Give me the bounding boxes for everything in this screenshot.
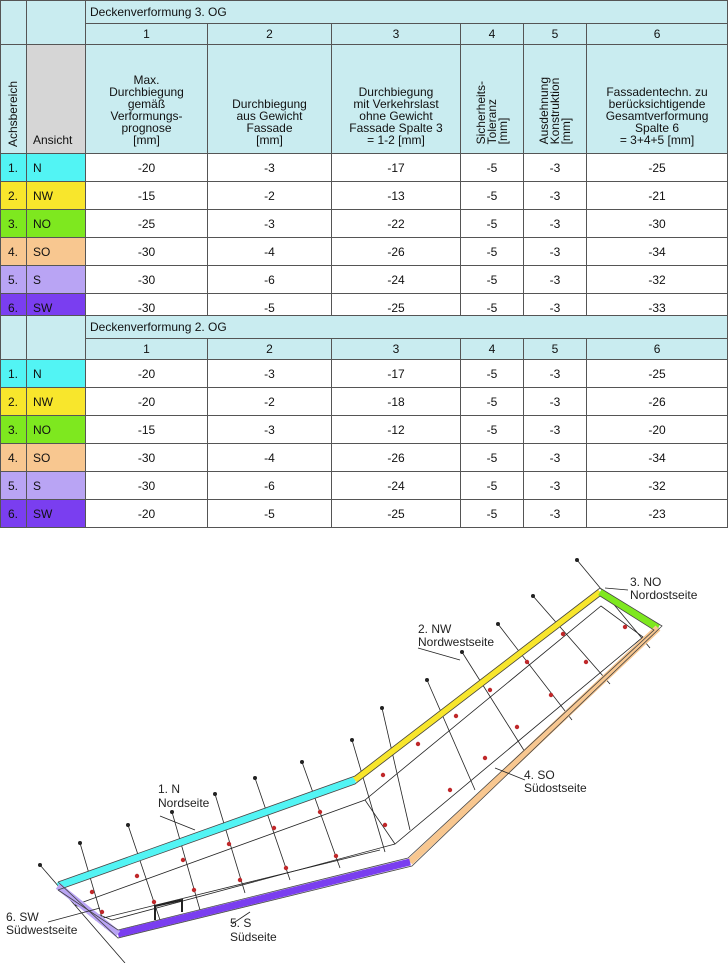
value-cell: -24 xyxy=(332,472,461,500)
row-index: 4. xyxy=(1,238,27,266)
value-cell: -20 xyxy=(587,416,728,444)
value-cell: -5 xyxy=(461,154,524,182)
table-row xyxy=(1,266,728,294)
table-row xyxy=(1,360,728,388)
value-cell: -15 xyxy=(86,182,208,210)
value-cell: -3 xyxy=(524,294,587,322)
value-cell: -26 xyxy=(332,444,461,472)
value-cell: -3 xyxy=(524,416,587,444)
value-cell: -2 xyxy=(208,388,332,416)
header-col1: Max. Durchbiegung gemäß Verformungs- prognose [mm] xyxy=(86,45,208,154)
row-index: 1. xyxy=(1,360,27,388)
value-cell: -4 xyxy=(208,238,332,266)
value-cell: -5 xyxy=(461,500,524,528)
label-SO-1: 4. SO xyxy=(524,768,555,782)
value-cell: -33 xyxy=(587,294,728,322)
value-cell: -4 xyxy=(208,444,332,472)
row-view: SO xyxy=(27,444,86,472)
value-cell: -3 xyxy=(524,210,587,238)
table-title-row xyxy=(1,316,728,339)
label-SO-2: Südostseite xyxy=(524,781,587,795)
row-index: 3. xyxy=(1,210,27,238)
value-cell: -3 xyxy=(524,472,587,500)
table-row xyxy=(1,238,728,266)
value-cell: -15 xyxy=(86,416,208,444)
header-col2: Durchbiegung aus Gewicht Fassade [mm] xyxy=(208,45,332,154)
table-title: Deckenverformung 3. OG xyxy=(86,1,728,24)
row-index: 5. xyxy=(1,266,27,294)
value-cell: -5 xyxy=(461,182,524,210)
value-cell: -34 xyxy=(587,238,728,266)
value-cell: -5 xyxy=(461,294,524,322)
row-view: SW xyxy=(27,500,86,528)
value-cell: -22 xyxy=(332,210,461,238)
value-cell: -20 xyxy=(86,500,208,528)
row-index: 1. xyxy=(1,154,27,182)
value-cell: -34 xyxy=(587,444,728,472)
label-SW-1: 6. SW xyxy=(6,910,39,924)
row-view: N xyxy=(27,154,86,182)
row-view: SW xyxy=(27,294,86,322)
table-row xyxy=(1,416,728,444)
table-title: Deckenverformung 2. OG xyxy=(86,316,728,339)
value-cell: -25 xyxy=(587,154,728,182)
value-cell: -26 xyxy=(587,388,728,416)
value-cell: -3 xyxy=(524,238,587,266)
value-cell: -3 xyxy=(208,360,332,388)
label-NO-2: Nordostseite xyxy=(630,588,698,602)
value-cell: -5 xyxy=(208,294,332,322)
row-view: NO xyxy=(27,416,86,444)
table-3og xyxy=(0,0,728,322)
value-cell: -30 xyxy=(86,238,208,266)
value-cell: -2 xyxy=(208,182,332,210)
row-view: NW xyxy=(27,388,86,416)
value-cell: -3 xyxy=(208,154,332,182)
row-index: 6. xyxy=(1,500,27,528)
label-S-2: Südseite xyxy=(230,930,277,944)
label-N-1: 1. N xyxy=(158,782,181,796)
label-NW-1: 2. NW xyxy=(418,622,452,636)
value-cell: -13 xyxy=(332,182,461,210)
facade-bands xyxy=(58,592,658,934)
col-number: 4 xyxy=(461,339,524,360)
value-cell: -5 xyxy=(461,266,524,294)
col-number: 6 xyxy=(587,24,728,45)
value-cell: -6 xyxy=(208,472,332,500)
value-cell: -6 xyxy=(208,266,332,294)
value-cell: -3 xyxy=(524,266,587,294)
value-cell: -5 xyxy=(461,472,524,500)
header-col5: Ausdehnung Konstruktion [mm] xyxy=(524,45,587,154)
row-index: 4. xyxy=(1,444,27,472)
row-view: S xyxy=(27,472,86,500)
row-view: S xyxy=(27,266,86,294)
row-index: 2. xyxy=(1,388,27,416)
value-cell: -24 xyxy=(332,266,461,294)
row-index: 2. xyxy=(1,182,27,210)
column-number-row xyxy=(1,339,728,360)
value-cell: -5 xyxy=(461,416,524,444)
value-cell: -30 xyxy=(587,210,728,238)
value-cell: -5 xyxy=(461,444,524,472)
value-cell: -32 xyxy=(587,266,728,294)
label-S-1: 5. S xyxy=(230,916,252,930)
row-index: 3. xyxy=(1,416,27,444)
row-view: SO xyxy=(27,238,86,266)
value-cell: -17 xyxy=(332,360,461,388)
value-cell: -30 xyxy=(86,266,208,294)
floor-plan-diagram xyxy=(0,540,728,963)
label-NO-1: 3. NO xyxy=(630,575,662,589)
value-cell: -3 xyxy=(524,388,587,416)
table-2og xyxy=(0,315,728,528)
table-row xyxy=(1,444,728,472)
value-cell: -30 xyxy=(86,472,208,500)
value-cell: -18 xyxy=(332,388,461,416)
table-row xyxy=(1,500,728,528)
value-cell: -30 xyxy=(86,294,208,322)
facade-NW xyxy=(355,592,600,780)
table-body xyxy=(1,360,728,528)
value-cell: -3 xyxy=(524,444,587,472)
value-cell: -5 xyxy=(461,238,524,266)
col-number: 1 xyxy=(86,24,208,45)
col-number: 4 xyxy=(461,24,524,45)
value-cell: -3 xyxy=(208,416,332,444)
value-cell: -17 xyxy=(332,154,461,182)
facade-SO xyxy=(410,628,658,862)
col-number: 2 xyxy=(208,24,332,45)
value-cell: -5 xyxy=(208,500,332,528)
label-N-2: Nordseite xyxy=(158,796,210,810)
table-body xyxy=(1,154,728,322)
value-cell: -20 xyxy=(86,388,208,416)
value-cell: -26 xyxy=(332,238,461,266)
value-cell: -3 xyxy=(208,210,332,238)
row-view: NW xyxy=(27,182,86,210)
value-cell: -25 xyxy=(332,294,461,322)
col-number: 5 xyxy=(524,24,587,45)
column-number-row xyxy=(1,24,728,45)
value-cell: -20 xyxy=(86,154,208,182)
table-row xyxy=(1,182,728,210)
value-cell: -3 xyxy=(524,500,587,528)
value-cell: -25 xyxy=(587,360,728,388)
facade-S xyxy=(118,862,410,934)
table-row xyxy=(1,388,728,416)
value-cell: -5 xyxy=(461,388,524,416)
row-view: NO xyxy=(27,210,86,238)
header-achsbereich: Achsbereich xyxy=(1,45,27,154)
value-cell: -3 xyxy=(524,182,587,210)
value-cell: -3 xyxy=(524,360,587,388)
table-row xyxy=(1,210,728,238)
col-number: 1 xyxy=(86,339,208,360)
value-cell: -5 xyxy=(461,210,524,238)
col-number: 2 xyxy=(208,339,332,360)
row-index: 5. xyxy=(1,472,27,500)
value-cell: -23 xyxy=(587,500,728,528)
value-cell: -32 xyxy=(587,472,728,500)
col-number: 3 xyxy=(332,339,461,360)
col-number: 5 xyxy=(524,339,587,360)
header-ansicht: Ansicht xyxy=(27,45,86,154)
value-cell: -25 xyxy=(332,500,461,528)
table-row xyxy=(1,472,728,500)
table-title-row xyxy=(1,1,728,24)
value-cell: -5 xyxy=(461,360,524,388)
value-cell: -3 xyxy=(524,154,587,182)
row-view: N xyxy=(27,360,86,388)
value-cell: -21 xyxy=(587,182,728,210)
facade-labels xyxy=(6,575,698,944)
col-number: 6 xyxy=(587,339,728,360)
col-number: 3 xyxy=(332,24,461,45)
header-col4: Sicherheits- Toleranz [mm] xyxy=(461,45,524,154)
label-SW-2: Südwestseite xyxy=(6,923,78,937)
header-col6: Fassadentechn. zu berücksichtigende Gesamtverformung Spalte 6 = 3+4+5 [mm] xyxy=(587,45,728,154)
table-row xyxy=(1,154,728,182)
row-index: 6. xyxy=(1,294,27,322)
value-cell: -20 xyxy=(86,360,208,388)
value-cell: -30 xyxy=(86,444,208,472)
value-cell: -12 xyxy=(332,416,461,444)
label-NW-2: Nordwestseite xyxy=(418,635,495,649)
column-header-row xyxy=(1,45,728,154)
value-cell: -25 xyxy=(86,210,208,238)
header-col3: Durchbiegung mit Verkehrslast ohne Gewicht Fassade Spalte 3 = 1-2 [mm] xyxy=(332,45,461,154)
